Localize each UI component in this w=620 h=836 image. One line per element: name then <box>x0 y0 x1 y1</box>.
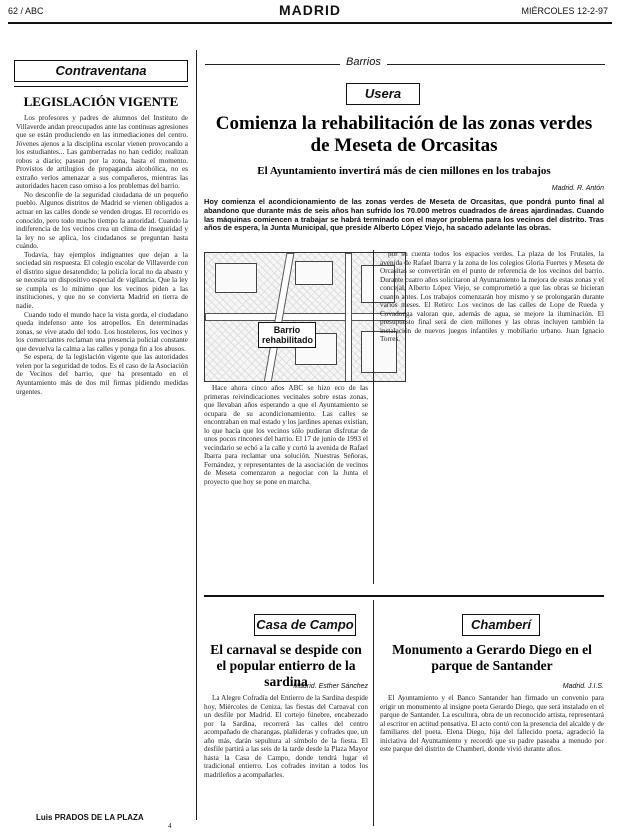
chamberi-text <box>380 694 604 826</box>
footer-mark: 4 <box>168 822 172 830</box>
section-rule <box>204 595 604 597</box>
barrio-tag-chamberi: Chamberí <box>462 614 540 636</box>
campo-paragraph: La Alegre Cofradía del Entierro de la Sardina despide hoy, Miércoles de Ceniza, las fiestas del Carnaval con un desfile por Madrid. El cortejo fúnebre, encabezado por la Sardina, recorrerá las calles del centro acompañado de charangas, plañideras y cofrades que, un año más, darán sepultura al símbolo de la fiesta. El desfile partirá a las seis de la tarde desde la Plaza Mayor hasta la Casa de Campo, donde tendrá lugar el tradicional entierro. Los cofrades invitan a todos los madrileños a acompañarles. <box>204 694 368 779</box>
main-text-col1 <box>204 384 368 584</box>
campo-text <box>204 694 368 826</box>
column-signature: Luis PRADOS DE LA PLAZA <box>36 813 144 822</box>
column-divider <box>373 250 374 584</box>
main-headline: Comienza la rehabilitación de las zonas verdes de Meseta de Orcasitas <box>215 113 593 156</box>
barrio-tag-usera: Usera <box>346 83 420 105</box>
chamberi-byline: Madrid. J.I.S. <box>562 683 604 690</box>
main-paragraph: por su cuenta todos los espacios verdes. La plaza de los Frutales, la avenida de Rafael Ibarra y la zona de los colegios Gloria Fuertes y Meseta de Orcasitas se convertirán en el punto de referencia de los vecinos del barrio. Durante cuatro años solicitaron al Ayuntamiento la mejora de estas zonas y el concejal, Alberto López Viejo, se comprometió a que las obras se hicieran cuanto antes. Los trabajos comenzarán hoy mismo y se prolongarán durante varios meses. El Retiro: Los vecinos de las calles de Lope de Rueda y Covadonga valoran que, además de agua, se mejore la iluminación. El presupuesto final será de cien millones y las obras incluyen también la instalación de nuevos juegos infantiles y mobiliario urbano. Juan Ignacio Torres. <box>380 250 604 344</box>
main-byline: Madrid. R. Antón <box>551 185 604 192</box>
column-paragraph: Cuando todo el mundo hace la vista gorda, el ciudadano queda indefenso ante los atropellos. En determinadas zonas, se vive atado del todo. Los hosteleros, los vecinos y los comerciantes reclaman una presencia policial constante que devuelva la calma a las calles y ponga fin a los abusos. <box>16 310 188 353</box>
main-subheadline: El Ayuntamiento invertirá más de cien millones en los trabajos <box>257 165 551 177</box>
column-divider <box>373 600 374 826</box>
page-number: 62 / ABC <box>8 6 44 16</box>
column-paragraph: Los profesores y padres de alumnos del Instituto de Villaverde andan preocupados ante las continuas agresiones que se están produciendo en las inmediaciones del centro. Jóvenes ajenos a la disciplina escolar vienen provocando a los estudiantes... Las gamberradas no han cedido; realizan robos a diario; pasean por la zona, hasta el momento. Provistos de artilugios de propaganda alcohólica, no es extraño verlos amenazar a sus compañeros, mientras las autoridades hacen caso omiso a los problemas del barrio. <box>16 114 188 191</box>
issue-date: MIÉRCOLES 12-2-97 <box>521 6 608 16</box>
map-label: Barrio rehabilitado <box>258 322 316 348</box>
column-box-title: Contraventana <box>14 60 188 82</box>
column-paragraph: No desconfíe de la seguridad ciudadana de un pequeño pueblo. Algunos distritos de Madrid se vienen obligados a actuar en las calles donde se venden drogas. El recorrido es conocido, pero todo mucho tiempo la autoridad. Cuando la indiferencia de los vecinos crea un clima de inseguridad y la ley no se aplica, los ciudadanos se preguntan hasta cuándo. <box>16 190 188 251</box>
section-title: MADRID <box>279 2 341 18</box>
column-divider <box>196 50 197 820</box>
column-body <box>16 114 188 806</box>
divider <box>14 86 188 87</box>
column-headline: LEGISLACIÓN VIGENTE <box>23 94 179 109</box>
campo-headline: El carnaval se despide con el popular entierro de la sardina <box>210 642 362 689</box>
main-text-col2 <box>380 250 604 584</box>
chamberi-paragraph: El Ayuntamiento y el Banco Santander han firmado un convenio para erigir un monumento al insigne poeta Gerardo Diego, que será instalado en el parque de Santander. La escultura, obra de un reconocido artista, representará al escritor en actitud pensativa. El acto contó con la presencia del alcalde y de familiares del poeta. Elena Diego, hija del fallecido poeta, agradeció la iniciativa del Ayuntamiento y recordó que su padre paseaba a menudo por este parque del distrito de Chamberí, donde vivió durante años. <box>380 694 604 754</box>
barrio-tag-casa-de-campo: Casa de Campo <box>254 614 356 636</box>
neighborhood-map <box>204 252 406 382</box>
header-rule <box>8 22 612 24</box>
campo-byline: Madrid. Esther Sánchez <box>293 683 368 690</box>
main-lead: Hoy comienza el acondicionamiento de las zonas verdes de Meseta de Orcasitas, que pondrá punto final al abandono que durante más de seis años han sufrido los 70.000 metros cuadrados de áreas ajardinadas. Cuando las máquinas comiencen a trabajar se habrá terminado con el mayor problema para los vecinos del distrito. Tras años de espera, la Junta Municipal, que preside Alberto López Viejo, ha sacado adelante las obras. <box>204 198 604 233</box>
chamberi-headline: Monumento a Gerardo Diego en el parque de Santander <box>392 642 592 673</box>
column-paragraph: Se espera, de la legislación vigente que las autoridades velen por la seguridad de todos. Es el caso de la Asociación de Vecinos del barrio, que ha presentado en el Ayuntamiento más de dos mil firmas pidiendo medidas urgentes. <box>16 353 188 396</box>
main-paragraph: Hace ahora cinco años ABC se hizo eco de las primeras reivindicaciones vecinales sobre estas zonas, que llevaban años esperando a que el Ayuntamiento se ocupara de su acondicionamiento. Las calles se encontraban en mal estado y los jardines apenas existían, lo que hacía que los vecinos sólo pudieran disfrutar de unos pocos rincones del barrio. El 17 de junio de 1993 el vecindario se echó a la calle y cortó la avenida de Rafael Ibarra para reclamar una solución. Nuestras Señoras, Fernández, y representantes de la asociación de vecinos de Meseta comenzaron a negociar con la Junta el proyecto que hoy se pone en marcha. <box>204 384 368 487</box>
column-paragraph: Todavía, hay ejemplos indignantes que dejan a la sociedad sin respuesta. El colegio escolar de Villaverde con el distrito sigue desatendido; la policía local no da abasto y se necesita un dispositivo especial de vigilancia. Que la ley se cumpla es lo mínimo que los vecinos piden a las instituciones, y que no se convierta Madrid en tierra de nadie. <box>16 250 188 311</box>
barrios-rule <box>205 64 605 65</box>
barrios-label: Barrios <box>340 56 387 68</box>
